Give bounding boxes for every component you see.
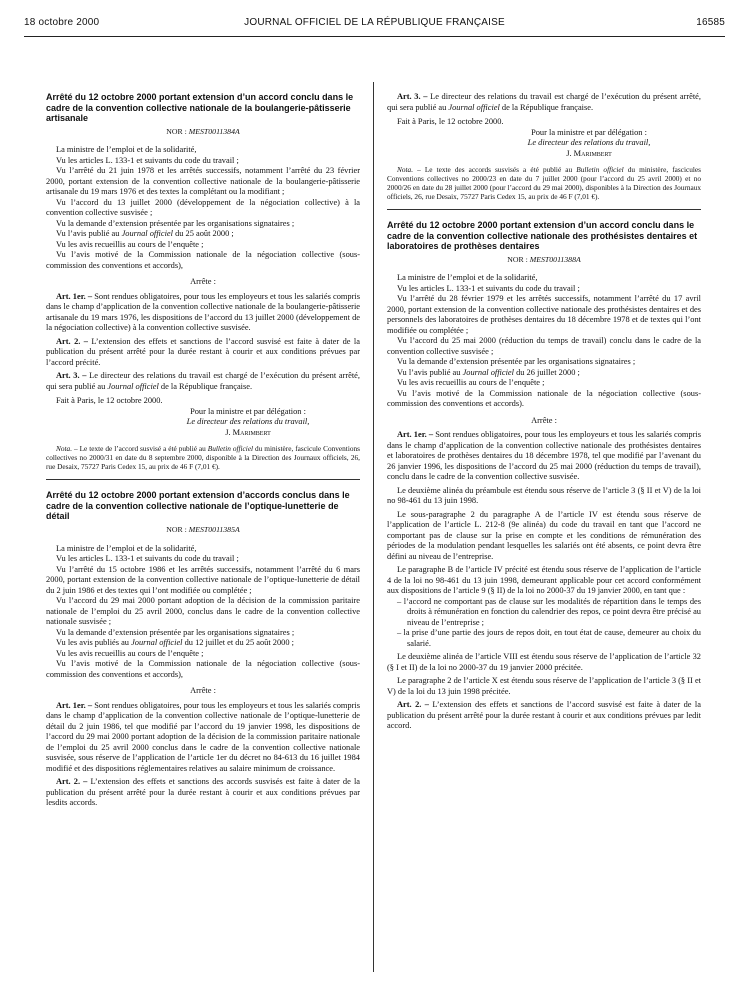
arrete-heading: Arrête : [190,686,216,696]
signature-block: Pour la ministre et par délégation : Le directeur des relations du travail, J. Marimbert [527,127,651,158]
vu-paragraph: Vu l’avis motivé de la Commission nationale de la négociation collective (sous-commission des conventions et accords). [387,388,701,409]
vu-paragraph: Vu l’avis motivé de la Commission nationale de la négociation collective (sous-commission des conventions et accords), [46,659,360,679]
nor-reference: NOR : MEST0011385A [166,525,240,535]
nor-reference: NOR : MEST0011388A [507,254,581,264]
dash-item: – la prise d’une partie des jours de repos doit, en tout état de cause, demeurer au choix du salarié. [397,628,701,648]
article-1: Art. 1er. – Sont rendues obligatoires, pour tous les employeurs et tous les salariés compris dans le champ d’application de la convention collective nationale de la boulangerie-pâtisserie artisanale du 19 mars 1976, les dispositions de l’accord du 13 juillet 2000 (développement de la négociation collective) à la convention collective susvisée. [46,291,360,333]
reserve-paragraph: Le paragraphe 2 de l’article X est étendu sous réserve de l’application de l’article 3 (§ II et V) de la loi du 13 juin 1998 précitée. [387,676,701,696]
section-divider [387,209,701,210]
header-rule [24,36,725,37]
arrete-protheses [387,220,701,732]
arrete-optique-continued [387,92,701,201]
running-head [24,17,725,33]
arrete-title: Arrêté du 12 octobre 2000 portant extension d’un accord conclu dans le cadre de la convention collective nationale de la boulangerie-pâtisserie artisanale [46,92,354,124]
vu-paragraph: Vu l’avis motivé de la Commission nationale de la négociation collective (sous-commission des conventions et accords), [46,250,360,270]
two-column-body [46,92,724,990]
vu-paragraph: Vu les avis publiés au Journal officiel du 12 juillet et du 25 août 2000 ; [56,638,294,648]
minister-line: La ministre de l’emploi et de la solidarité, [397,273,538,283]
journal-title: JOURNAL OFFICIEL DE LA RÉPUBLIQUE FRANÇAISE [244,17,505,28]
vu-paragraph: Vu les avis recueillis au cours de l’enquête ; [56,239,204,249]
arrete-heading: Arrête : [531,415,557,425]
arrete-optique [46,490,360,808]
article-3: Art. 3. – Le directeur des relations du travail est chargé de l’exécution du présent arrêté, qui sera publié au Journal officiel de la République française. [46,371,360,391]
vu-paragraph: Vu l’arrêté du 21 juin 1978 et les arrêtés successifs, notamment l’arrêté du 23 février 2000, portant extension de la convention collective nationale de la boulangerie-pâtisserie artisanale du 19 mars 1976 et des textes la complétant ou la modifiant ; [46,166,360,197]
right-column [387,92,701,990]
left-column [46,92,360,990]
column-rule [373,82,374,972]
arrete-title: Arrêté du 12 octobre 2000 portant extension d’un accord conclu dans le cadre de la convention collective nationale des prothésistes dentaires et laboratoires de prothèses dentaires [387,220,698,252]
reserve-paragraph: Le deuxième alinéa du préambule est étendu sous réserve de l’article 3 (§ II et V) de la loi no 98-461 du 13 juin 1998. [387,485,701,506]
article-1: Art. 1er. – Sont rendues obligatoires, pour tous les employeurs et tous les salariés compris dans le champ d’application de la convention collective nationale des prothésistes dentaires et laboratoires de prothèses dentaires du 18 décembre 1978, tel que modifié par l’avenant du 26 janvier 1996, les dispositions de l’accord du 25 mai 2000 (réduction du temps de travail), conclu dans le cadre de la convention collective susvisée. [387,430,701,482]
reserve-paragraph: Le deuxième alinéa de l’article VIII est étendu sous réserve de l’application de l’article 32 (§ I et II) de la loi no 2000-37 du 19 janvier 2000 précitée. [387,652,701,672]
dash-item: – l’accord ne comportant pas de clause sur les modalités de répartition dans le temps des droits à rémunération en fonction du calendrier des repos, ce point devra être précisé au niveau de l’entreprise ; [397,596,701,627]
minister-line: La ministre de l’emploi et de la solidarité, [56,145,197,155]
vu-paragraph: Vu les articles L. 133-1 et suivants du code du travail ; [397,283,580,293]
article-2: Art. 2. – L’extension des effets et sanctions de l’accord susvisé est faite à dater de la publication du présent arrêté pour la durée restant à courir et aux conditions prévues par ledit accord. [387,700,701,731]
vu-paragraph: Vu la demande d’extension présentée par les organisations signataires ; [56,627,295,637]
vu-paragraph: Vu les articles L. 133-1 et suivants du code du travail ; [56,554,239,564]
signature-date: Fait à Paris, le 12 octobre 2000. [56,396,163,406]
vu-paragraph: Vu l’accord du 29 mai 2000 portant adoption de la décision de la commission paritaire nationale de l’emploi du 25 avril 2000, conclus dans le cadre de la convention collective nationale susvisée ; [46,596,360,627]
arrete-heading: Arrête : [190,277,216,287]
reserve-paragraph: Le sous-paragraphe 2 du paragraphe A de l’article IV est étendu sous réserve de l’application de l’article L. 212-8 (9e alinéa) du code du travail en tant que l’accord ne comportant pas de clause sur la prise en compte et les conditions de rémunération des périodes de la modulation pendant lesquelles les salariés ont été absents, ce point devra être défini au niveau de l’entreprise. [387,509,701,561]
vu-paragraph: Vu l’arrêté du 28 février 1979 et les arrêtés successifs, notamment l’arrêté du 17 avril 2000, portant extension de la convention collective nationale des prothésistes dentaires et des personnels des laboratoires de prothèses dentaires du 18 décembre 1978 et de textes qui l’ont modifiée ou complétée ; [387,294,701,335]
vu-paragraph: Vu l’accord du 13 juillet 2000 (développement de la négociation collective) à la convention collective susvisée ; [46,197,360,218]
vu-paragraph: Vu les articles L. 133-1 et suivants du code du travail ; [56,155,239,165]
article-3: Art. 3. – Le directeur des relations du travail est chargé de l’exécution du présent arrêté, qui sera publié au Journal officiel de la République française. [387,92,701,112]
nota-note: Nota. – Le texte des accords susvisés a été publié au Bulletin officiel du ministère, fascicules Conventions collectives no 2000/23 en date du 7 juillet 2000 (pour l’accord du 25 avril 2000) et no 2000/26 en date du 28 juillet 2000 (pour l’accord du 29 mai 2000), disponibles à la Direction des Journaux officiels, 26, rue Desaix, 75727 Paris Cedex 15, au prix de 46 F (7,01 €). [387,165,701,201]
vu-paragraph: Vu l’avis publié au Journal officiel du 26 juillet 2000 ; [397,367,580,377]
vu-paragraph: Vu les avis recueillis au cours de l’enquête ; [56,648,204,658]
arrete-boulangerie [46,92,360,471]
minister-line: La ministre de l’emploi et de la solidarité, [56,543,197,553]
signature-date: Fait à Paris, le 12 octobre 2000. [397,117,504,126]
page-number: 16585 [696,17,725,28]
vu-paragraph: Vu la demande d’extension présentée par les organisations signataires ; [397,357,636,367]
vu-paragraph: Vu l’accord du 25 mai 2000 (réduction du temps de travail) conclu dans le cadre de la convention collective susvisée ; [387,336,701,356]
article-2: Art. 2. – L’extension des effets et sanctions de l’accord susvisé est faite à dater de la publication du présent arrêté pour la durée restant à courir et aux conditions prévues par l’accord précité. [46,336,360,367]
vu-paragraph: Vu la demande d’extension présentée par les organisations signataires ; [56,218,295,228]
article-1: Art. 1er. – Sont rendues obligatoires, pour tous les employeurs et tous les salariés compris dans le champ d’application de la convention collective nationale de l’optique-lunetterie de détail du 2 juin 1986, tel que modifié par l’accord du 19 janvier 1998, les dispositions de l’accord du 29 mai 2000 portant adoption de la décision de la commission paritaire nationale de l’emploi du 25 avril 2000 conclus dans le cadre de la convention collective nationale susvisée, sous réserve de l’application de l’article 1er du décret no 84-613 du 16 juillet 1984 modifié et des dispositions réglementaires relatives au salaire minimum de croissance. [46,700,360,773]
nor-reference: NOR : MEST0011384A [166,126,240,136]
reserve-paragraph: Le paragraphe B de l’article IV précité est étendu sous réserve de l’application de l’article 4 de la loi no 98-461 du 13 juin 1998, demeurant applicable pour cet accord conformément aux dispositions de l’article 9 (§ II) de la loi no 2000-37 du 19 janvier 2000, en tant que : [387,565,701,596]
vu-paragraph: Vu l’avis publié au Journal officiel du 25 août 2000 ; [56,229,234,239]
section-divider [46,479,360,480]
vu-paragraph: Vu l’arrêté du 15 octobre 1986 et les arrêtés successifs, notamment l’arrêté du 6 mars 2000, portant extension de la convention collective nationale de l’optique-lunetterie de détail du 2 juin 1986 et des textes qui l’ont modifiée ou complétée ; [46,564,360,595]
issue-date: 18 octobre 2000 [24,17,100,28]
nota-note: Nota. – Le texte de l’accord susvisé a été publié au Bulletin officiel du ministère, fascicule Conventions collectives no 2000/31 en date du 8 septembre 2000, disponible à la Direction des Journaux officiels, 26, rue Desaix, 75727 Paris Cedex 15, au prix de 46 F (7,01 €). [46,444,360,472]
vu-paragraph: Vu les avis recueillis au cours de l’enquête ; [397,378,545,388]
signature-block: Pour la ministre et par délégation : Le directeur des relations du travail, J. Marimbert [186,406,310,437]
arrete-title: Arrêté du 12 octobre 2000 portant extension d’accords conclus dans le cadre de la convention collective nationale de l’optique-lunetterie de détail [46,490,350,522]
article-2: Art. 2. – L’extension des effets et sanctions des accords susvisés est faite à dater de la publication du présent arrêté pour la durée restant à courir et aux conditions prévues par lesdits accords. [46,777,360,808]
